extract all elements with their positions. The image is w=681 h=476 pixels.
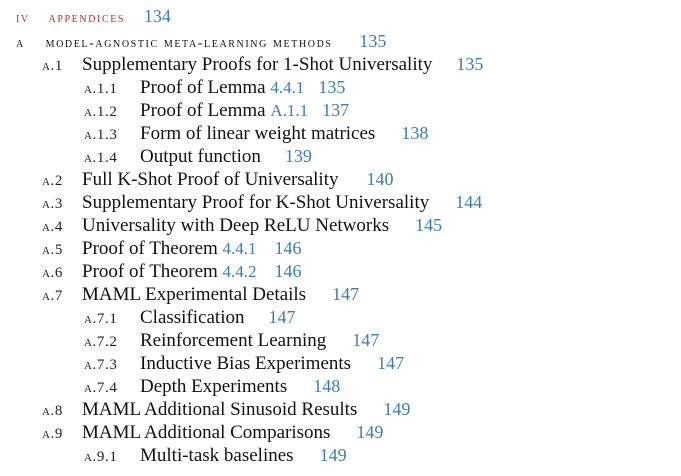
toc-subsection-row[interactable] — [84, 352, 404, 376]
entry-title[interactable]: Form of linear weight matrices — [140, 123, 376, 144]
toc-section-row[interactable] — [42, 191, 482, 215]
entry-title[interactable]: Universality with Deep ReLU Networks — [82, 215, 390, 236]
entry-title[interactable]: Proof of Lemma — [140, 77, 271, 98]
entry-page-number[interactable]: 140 — [366, 169, 394, 189]
entry-page-number[interactable]: 147 — [332, 284, 360, 304]
toc-subsection-row[interactable] — [84, 375, 340, 399]
entry-title[interactable]: Proof of Theorem — [82, 261, 223, 282]
entry-page-number[interactable]: 144 — [455, 192, 483, 212]
entry-number: a.7.2 — [84, 334, 118, 350]
entry-page-number[interactable]: 147 — [352, 330, 380, 350]
entry-title[interactable]: Reinforcement Learning — [140, 330, 327, 351]
entry-number: a.7.4 — [84, 380, 118, 396]
entry-number: a.7.3 — [84, 357, 118, 373]
entry-number: a.9 — [42, 426, 63, 442]
entry-number: a.1 — [42, 58, 63, 74]
entry-title[interactable]: Depth Experiments — [140, 376, 288, 397]
part-title[interactable]: appendices — [48, 11, 126, 26]
cross-reference-link[interactable]: 4.4.1 — [222, 239, 257, 258]
appendix-heading — [16, 30, 386, 55]
entry-number: a.6 — [42, 265, 63, 281]
toc-section-row[interactable] — [42, 421, 383, 445]
entry-page-number[interactable]: 149 — [319, 445, 347, 465]
entry-number: a.1.2 — [84, 104, 118, 120]
entry-page-number[interactable]: 147 — [268, 307, 296, 327]
part-page-number[interactable]: 134 — [143, 6, 171, 26]
entry-number: a.7.1 — [84, 311, 118, 327]
entry-page-number[interactable]: 148 — [313, 376, 341, 396]
entry-title[interactable]: Inductive Bias Experiments — [140, 353, 352, 374]
entry-page-number[interactable]: 138 — [401, 123, 429, 143]
appendix-letter: a — [16, 36, 25, 51]
entry-title[interactable]: MAML Experimental Details — [82, 284, 307, 305]
part-heading — [16, 5, 171, 30]
entry-page-number[interactable]: 135 — [456, 54, 484, 74]
entry-number: a.2 — [42, 173, 63, 189]
entry-page-number[interactable]: 145 — [415, 215, 443, 235]
cross-reference-link[interactable]: 4.4.1 — [270, 78, 305, 97]
toc-subsection-row[interactable] — [84, 329, 379, 353]
entry-number: a.4 — [42, 219, 63, 235]
entry-page-number[interactable]: 146 — [274, 238, 302, 258]
entry-title[interactable]: Proof of Theorem — [82, 238, 223, 259]
entry-number: a.8 — [42, 403, 63, 419]
toc-subsection-row[interactable] — [84, 122, 428, 146]
toc-section-row[interactable] — [42, 214, 442, 238]
entry-title[interactable]: Output function — [140, 146, 261, 167]
toc-section-row[interactable] — [42, 237, 302, 261]
toc-subsection-row[interactable] — [84, 306, 295, 330]
entry-page-number[interactable]: 147 — [377, 353, 405, 373]
toc-subsection-row[interactable] — [84, 444, 347, 468]
toc-section-row[interactable] — [42, 283, 359, 307]
entry-number: a.3 — [42, 196, 63, 212]
entry-page-number[interactable]: 146 — [274, 261, 302, 281]
toc-subsection-row[interactable] — [84, 76, 345, 100]
toc-section-row[interactable] — [42, 168, 394, 192]
entry-number: a.1.4 — [84, 150, 118, 166]
entry-page-number[interactable]: 149 — [383, 399, 411, 419]
toc-subsection-row[interactable] — [84, 145, 312, 169]
toc-section-row[interactable] — [42, 398, 410, 422]
entry-title[interactable]: MAML Additional Comparisons — [82, 422, 331, 443]
entry-number: a.1.3 — [84, 127, 118, 143]
part-number: iv — [16, 11, 30, 26]
entry-number: a.9.1 — [84, 449, 118, 465]
entry-number: a.5 — [42, 242, 63, 258]
entry-title[interactable]: Supplementary Proof for K-Shot Universality — [82, 192, 430, 213]
entry-title[interactable]: MAML Additional Sinusoid Results — [82, 399, 358, 420]
entry-title[interactable]: Full K-Shot Proof of Universality — [82, 169, 339, 190]
entry-number: a.7 — [42, 288, 63, 304]
cross-reference-link[interactable]: 4.4.2 — [222, 262, 257, 281]
entry-page-number[interactable]: 135 — [318, 77, 346, 97]
entry-page-number[interactable]: 139 — [284, 146, 312, 166]
entry-page-number[interactable]: 137 — [322, 100, 350, 120]
appendix-title[interactable]: model-agnostic meta-learning methods — [45, 36, 333, 51]
toc-section-row[interactable] — [42, 53, 483, 77]
toc-section-row[interactable] — [42, 260, 302, 284]
entry-title[interactable]: Multi-task baselines — [140, 445, 294, 466]
entry-title[interactable]: Proof of Lemma — [140, 100, 271, 121]
toc-subsection-row[interactable] — [84, 99, 349, 123]
appendix-page-number[interactable]: 135 — [359, 31, 387, 51]
entry-number: a.1.1 — [84, 81, 118, 97]
entry-title[interactable]: Classification — [140, 307, 245, 328]
entry-page-number[interactable]: 149 — [356, 422, 384, 442]
cross-reference-link[interactable]: A.1.1 — [270, 101, 309, 120]
entry-title[interactable]: Supplementary Proofs for 1-Shot Universality — [82, 54, 433, 75]
